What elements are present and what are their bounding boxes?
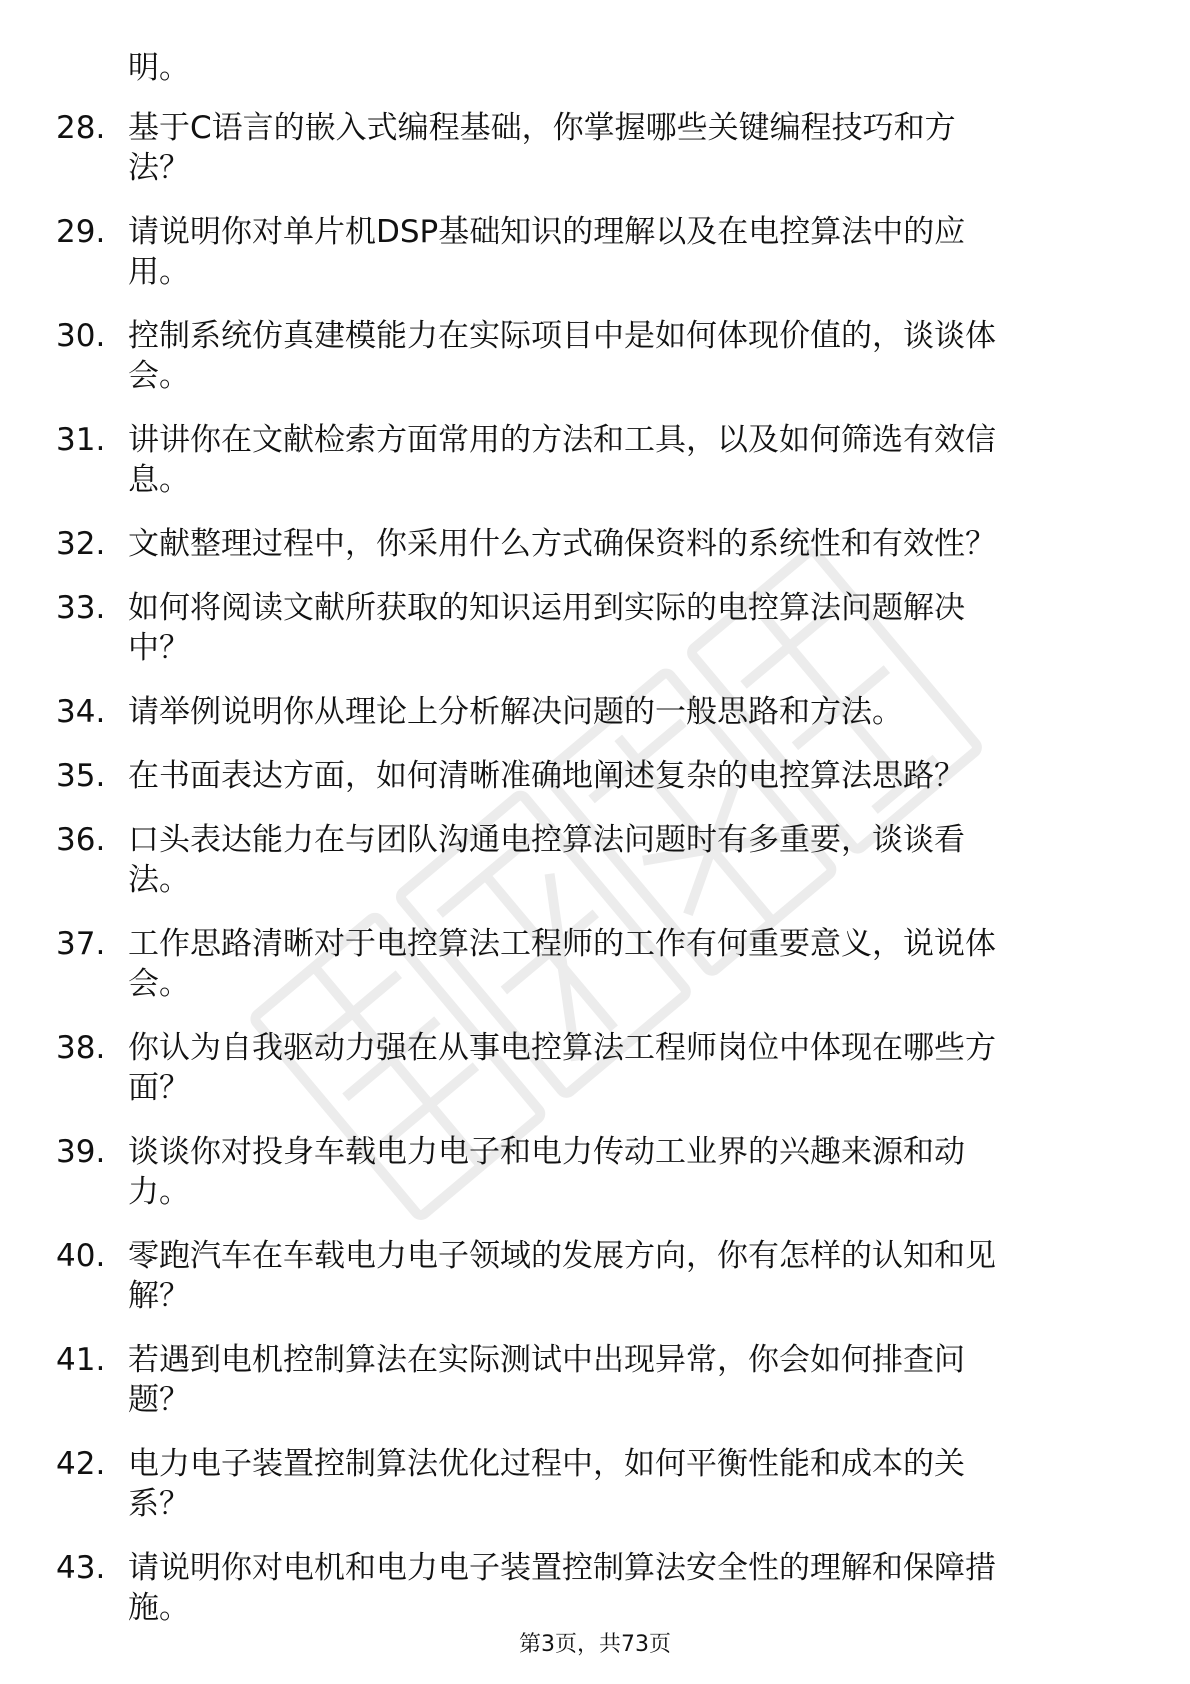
list-item: [0, 420, 1118, 500]
question-text-line: 面？: [128, 1070, 190, 1106]
question-text-line: 工作思路清晰对于电控算法工程师的工作有何重要意义，说说体: [128, 926, 996, 962]
question-number: 30.: [56, 318, 106, 354]
question-text-line: 请举例说明你从理论上分析解决问题的一般思路和方法。: [128, 694, 903, 730]
question-text-line: 系？: [128, 1486, 190, 1522]
question-text-line: 请说明你对电机和电力电子装置控制算法安全性的理解和保障措: [128, 1550, 996, 1586]
list-item: [0, 1340, 1118, 1420]
list-item: [0, 1132, 1118, 1212]
question-number: 38.: [56, 1030, 106, 1066]
question-text-line: 基于C语言的嵌入式编程基础，你掌握哪些关键编程技巧和方: [128, 110, 956, 146]
question-number: 28.: [56, 110, 106, 146]
question-text-line: 题？: [128, 1382, 190, 1418]
list-item: [0, 108, 1118, 188]
question-text-line: 会。: [128, 966, 190, 1002]
question-number: 40.: [56, 1238, 106, 1274]
list-item: [0, 924, 1118, 1004]
question-text-line: 会。: [128, 358, 190, 394]
question-number: 35.: [56, 758, 106, 794]
list-item: [0, 1548, 1118, 1628]
question-text-line: 谈谈你对投身车载电力电子和电力传动工业界的兴趣来源和动: [128, 1134, 965, 1170]
question-text-line: 法？: [128, 150, 190, 186]
question-text-line: 法。: [128, 862, 190, 898]
question-text-line: 如何将阅读文献所获取的知识运用到实际的电控算法问题解决: [128, 590, 965, 626]
list-item: [0, 820, 1118, 900]
question-text-line: 文献整理过程中，你采用什么方式确保资料的系统性和有效性？: [128, 526, 996, 562]
question-text-line: 口头表达能力在与团队沟通电控算法问题时有多重要，谈谈看: [128, 822, 965, 858]
question-number: 43.: [56, 1550, 106, 1586]
question-number: 33.: [56, 590, 106, 626]
question-text-line: 控制系统仿真建模能力在实际项目中是如何体现价值的，谈谈体: [128, 318, 996, 354]
question-text-line: 若遇到电机控制算法在实际测试中出现异常，你会如何排查问: [128, 1342, 965, 1378]
question-text-line: 请说明你对单片机DSP基础知识的理解以及在电控算法中的应: [128, 214, 966, 250]
question-text-line: 用。: [128, 254, 190, 290]
question-text-line: 力。: [128, 1174, 190, 1210]
question-number: 36.: [56, 822, 106, 858]
list-item: [0, 588, 1118, 668]
list-item: [0, 316, 1118, 396]
question-text-line: 你认为自我驱动力强在从事电控算法工程师岗位中体现在哪些方: [128, 1030, 996, 1066]
question-number: 34.: [56, 694, 106, 730]
question-number: 32.: [56, 526, 106, 562]
question-number: 41.: [56, 1342, 106, 1378]
question-number: 42.: [56, 1446, 106, 1482]
question-text-line: 零跑汽车在车载电力电子领域的发展方向，你有怎样的认知和见: [128, 1238, 996, 1274]
question-text-line: 息。: [128, 462, 190, 498]
question-text-line: 在书面表达方面，如何清晰准确地阐述复杂的电控算法思路？: [128, 758, 965, 794]
question-text-line: 解？: [128, 1278, 190, 1314]
list-item: [0, 212, 1118, 292]
page-footer: 第3页，共73页: [519, 1632, 671, 1657]
question-text-line: 施。: [128, 1590, 190, 1626]
list-item: [0, 692, 1118, 732]
question-text-line: 电力电子装置控制算法优化过程中，如何平衡性能和成本的关: [128, 1446, 965, 1482]
question-number: 29.: [56, 214, 106, 250]
question-number: 31.: [56, 422, 106, 458]
list-item: [0, 524, 1118, 564]
continued-text: 明。: [128, 50, 190, 86]
list-item: [0, 1236, 1118, 1316]
list-item: [0, 1028, 1118, 1108]
list-item: [0, 756, 1118, 796]
list-item: [0, 1444, 1118, 1524]
question-text-line: 中？: [128, 630, 190, 666]
question-number: 37.: [56, 926, 106, 962]
question-text-line: 讲讲你在文献检索方面常用的方法和工具，以及如何筛选有效信: [128, 422, 996, 458]
question-number: 39.: [56, 1134, 106, 1170]
question-list: [0, 108, 1190, 1652]
